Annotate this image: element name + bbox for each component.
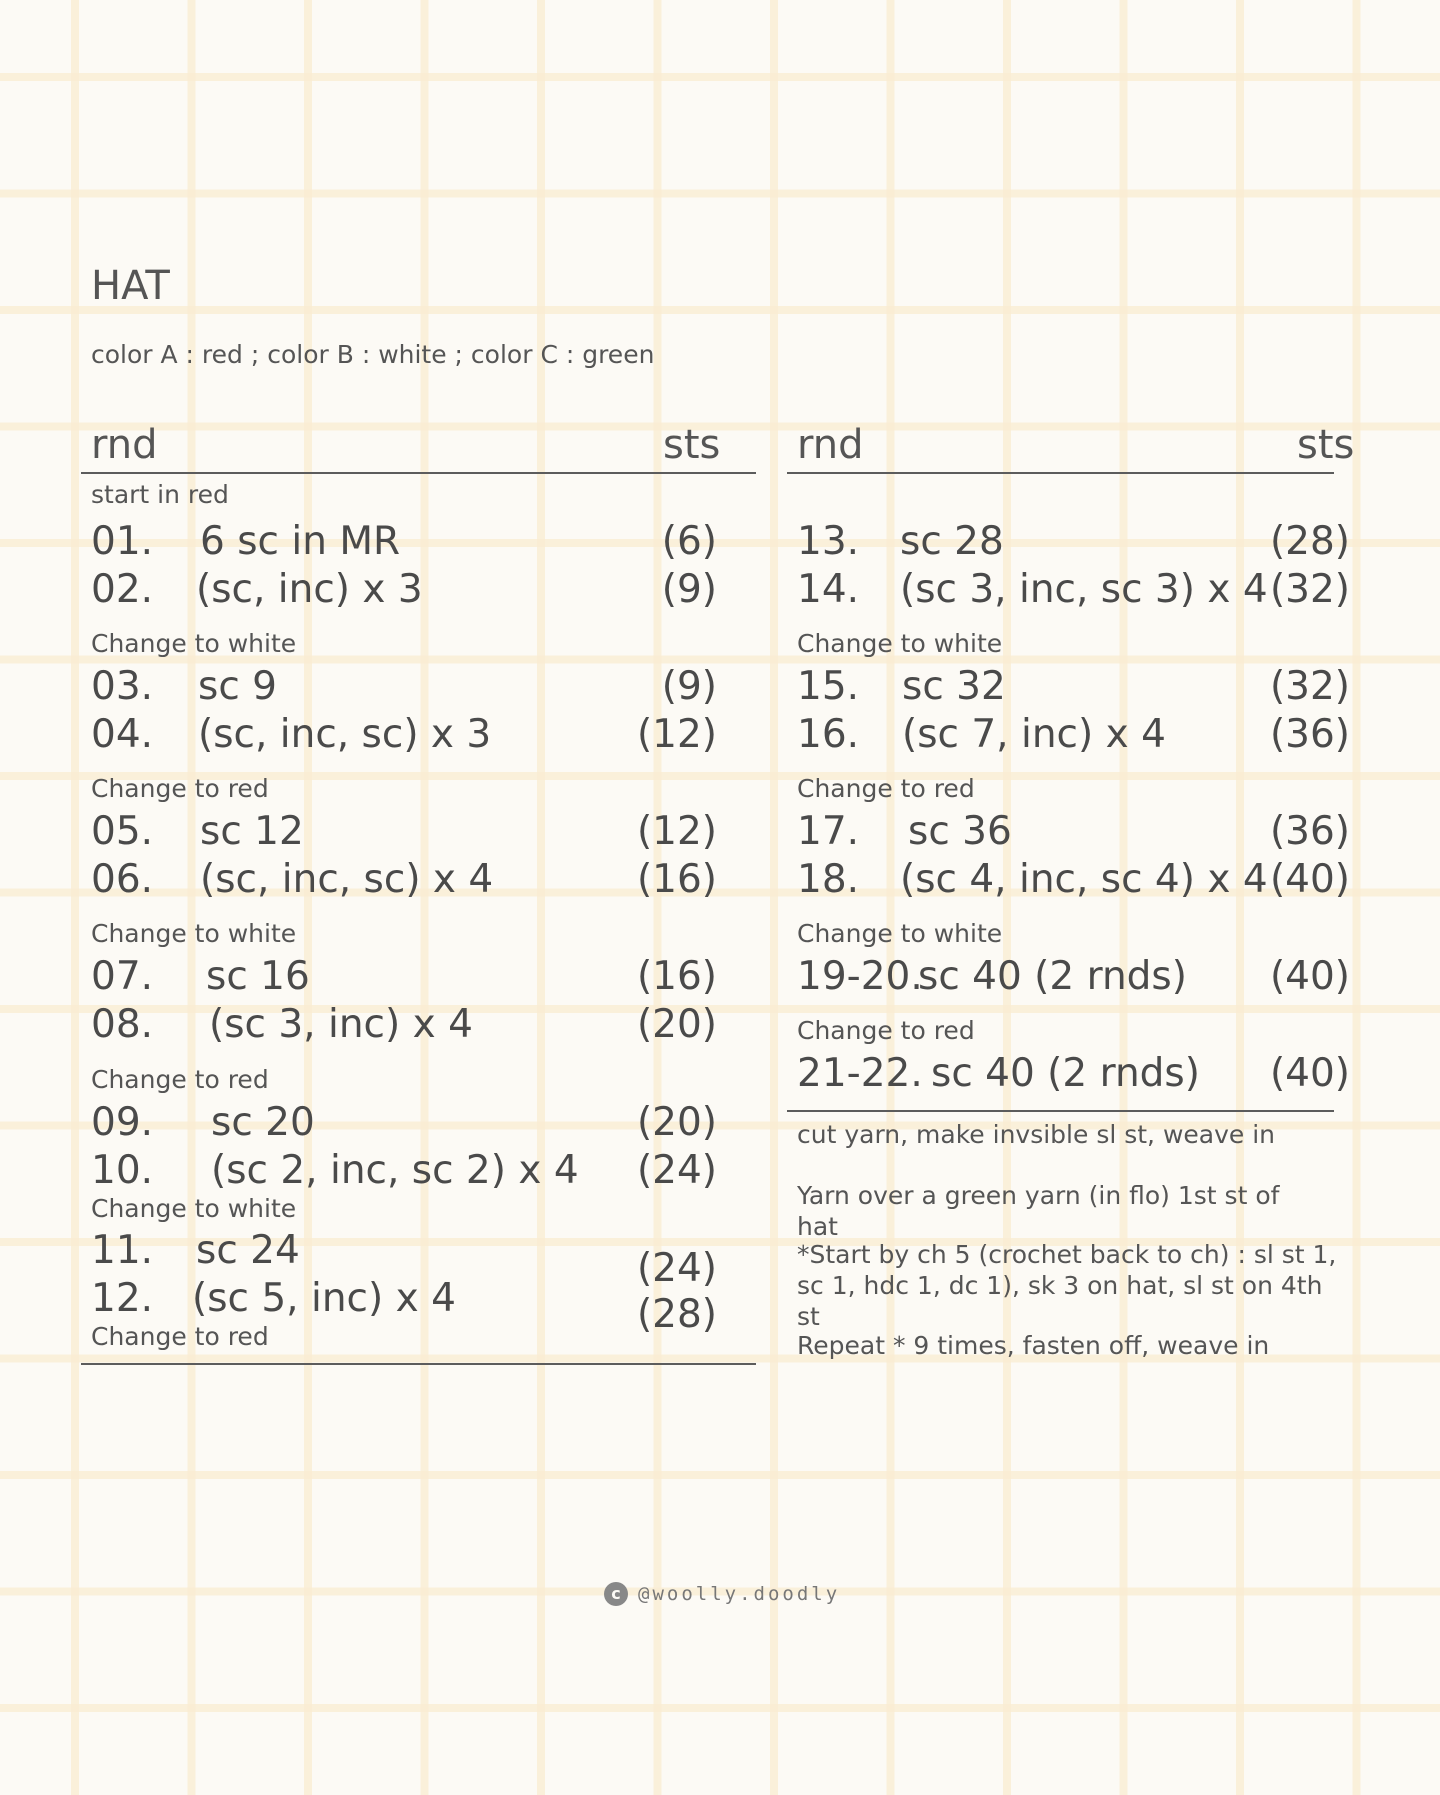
round-stitch-count: (9) <box>661 567 717 612</box>
color-change-note: Change to red <box>797 1016 975 1045</box>
round-stitch-count: (16) <box>636 954 717 999</box>
color-legend: color A : red ; color B : white ; color C : green <box>91 340 655 369</box>
round-stitch-count: (28) <box>1269 519 1350 564</box>
left-bottom-divider <box>81 1363 756 1365</box>
round-stitch-count: (12) <box>636 809 717 854</box>
round-instruction: 6 sc in MR <box>200 519 401 564</box>
round-stitch-count: (40) <box>1269 954 1350 999</box>
left-header-sts: sts <box>663 422 721 468</box>
round-instruction: (sc, inc, sc) x 4 <box>200 857 494 902</box>
round-instruction: (sc 5, inc) x 4 <box>192 1276 456 1321</box>
round-instruction: sc 32 <box>902 664 1006 709</box>
round-instruction: (sc, inc) x 3 <box>196 567 423 612</box>
color-change-note: Change to red <box>91 1322 269 1351</box>
round-stitch-count: (24) <box>636 1246 717 1291</box>
round-stitch-count: (6) <box>661 519 717 564</box>
round-instruction: sc 24 <box>196 1228 300 1273</box>
copyright-icon: c <box>604 1582 628 1606</box>
page-title: HAT <box>91 263 170 309</box>
round-stitch-count: (12) <box>636 712 717 757</box>
round-instruction: sc 36 <box>908 809 1012 854</box>
round-stitch-count: (32) <box>1269 567 1350 612</box>
right-header-sts: sts <box>1297 422 1355 468</box>
finish-note: Repeat * 9 times, fasten off, weave in <box>797 1331 1270 1360</box>
round-stitch-count: (20) <box>636 1100 717 1145</box>
round-instruction: sc 40 (2 rnds) <box>918 954 1187 999</box>
finish-note: Yarn over a green yarn (in flo) 1st st of hat <box>797 1181 1280 1241</box>
round-number: 05. <box>91 809 154 854</box>
color-change-note: Change to red <box>797 774 975 803</box>
round-number: 02. <box>91 567 154 612</box>
left-header-rnd: rnd <box>91 422 158 468</box>
right-header-rnd: rnd <box>797 422 864 468</box>
color-change-note: Change to white <box>91 629 297 658</box>
round-instruction: sc 28 <box>900 519 1004 564</box>
round-number: 18. <box>797 857 860 902</box>
round-number: 09. <box>91 1100 154 1145</box>
color-change-note: Change to white <box>797 629 1003 658</box>
round-stitch-count: (40) <box>1269 857 1350 902</box>
credit <box>604 1582 840 1606</box>
round-instruction: sc 16 <box>206 954 310 999</box>
round-stitch-count: (40) <box>1269 1051 1350 1096</box>
round-instruction: sc 9 <box>198 664 277 709</box>
round-number: 08. <box>91 1002 154 1047</box>
round-stitch-count: (32) <box>1269 664 1350 709</box>
round-number: 12. <box>91 1276 154 1321</box>
finish-note: *Start by ch 5 (crochet back to ch) : sl st 1, sc 1, hdc 1, dc 1), sk 3 on hat, sl st on 4th st <box>797 1240 1337 1331</box>
round-instruction: (sc, inc, sc) x 3 <box>198 712 492 757</box>
round-number: 04. <box>91 712 154 757</box>
round-instruction: sc 20 <box>211 1100 315 1145</box>
color-change-note: Change to white <box>91 919 297 948</box>
color-change-note: Change to white <box>797 919 1003 948</box>
round-stitch-count: (36) <box>1269 712 1350 757</box>
round-instruction: (sc 4, inc, sc 4) x 4 <box>900 857 1268 902</box>
round-stitch-count: (9) <box>661 664 717 709</box>
right-header-divider <box>787 472 1334 474</box>
round-instruction: (sc 3, inc) x 4 <box>209 1002 473 1047</box>
color-change-note: Change to red <box>91 1065 269 1094</box>
round-stitch-count: (28) <box>636 1292 717 1337</box>
round-number: 01. <box>91 519 154 564</box>
round-number: 03. <box>91 664 154 709</box>
right-bottom-divider <box>787 1110 1334 1112</box>
round-number: 21-22. <box>797 1051 923 1096</box>
round-number: 14. <box>797 567 860 612</box>
round-number: 13. <box>797 519 860 564</box>
round-stitch-count: (20) <box>636 1002 717 1047</box>
left-header-divider <box>81 472 756 474</box>
round-instruction: (sc 3, inc, sc 3) x 4 <box>900 567 1268 612</box>
round-number: 06. <box>91 857 154 902</box>
color-change-note: Change to white <box>91 1194 297 1223</box>
round-instruction: (sc 7, inc) x 4 <box>902 712 1166 757</box>
round-number: 15. <box>797 664 860 709</box>
credit-handle: @woolly.doodly <box>638 1583 841 1605</box>
round-number: 16. <box>797 712 860 757</box>
round-stitch-count: (16) <box>636 857 717 902</box>
round-number: 19-20. <box>797 954 923 999</box>
round-number: 07. <box>91 954 154 999</box>
round-instruction: sc 12 <box>200 809 304 854</box>
round-number: 11. <box>91 1228 154 1273</box>
round-number: 17. <box>797 809 860 854</box>
round-stitch-count: (24) <box>636 1148 717 1193</box>
round-stitch-count: (36) <box>1269 809 1350 854</box>
round-instruction: (sc 2, inc, sc 2) x 4 <box>211 1148 579 1193</box>
round-number: 10. <box>91 1148 154 1193</box>
round-instruction: sc 40 (2 rnds) <box>931 1051 1200 1096</box>
color-change-note: Change to red <box>91 774 269 803</box>
start-note: start in red <box>91 480 229 509</box>
finish-note: cut yarn, make invsible sl st, weave in <box>797 1120 1276 1149</box>
